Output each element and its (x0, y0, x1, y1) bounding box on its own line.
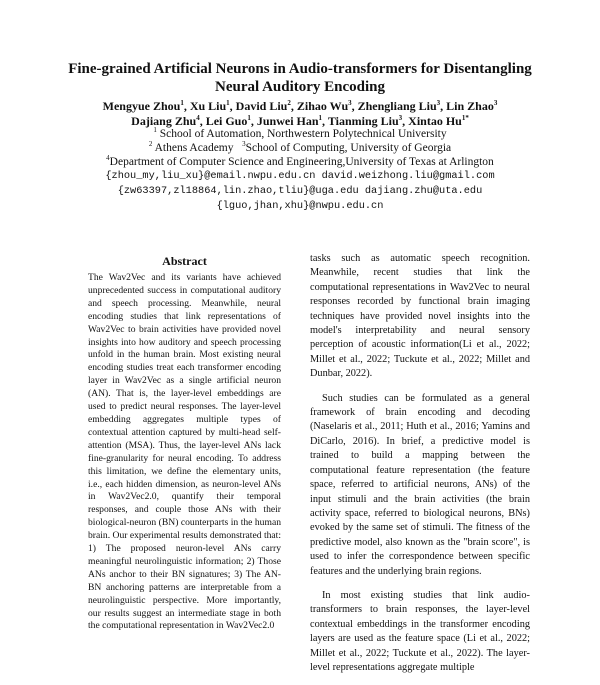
author: Zihao Wu$^3$, (296, 99, 358, 113)
author: David Liu$^2$, (235, 99, 297, 113)
email-line-1: {zhou_my,liu_xu}@email.nwpu.edu.cn david.weizhong.liu@gmail.com (105, 170, 495, 182)
affiliation-2-3: $^2$ Athens Academy $^3$School of Computing, University of Georgia (148, 140, 452, 154)
author: Xintao $Hu^{1*}$ (408, 113, 469, 128)
author: Xu Liu$^1$, (189, 99, 236, 113)
author: Lin Zhao$^3$ (446, 99, 498, 113)
affiliation-1: $^1$ School of Automation, Northwestern Polytechnical University (153, 126, 447, 140)
author: Zhengliang Liu$^3$, (357, 99, 447, 113)
paper-title: Fine-grained Artificial Neurons in Audio-transformers for Disentangling Neural Auditory Encoding (68, 61, 532, 95)
intro-column (310, 252, 530, 685)
abstract-text: The Wav2Vec and its variants have achieved unprecedented success in computational auditory and speech processing. Meanwhile, neural encoding studies that link representations of Wav2Vec to brain activities have provided novel insights into how auditory and speech processing unfold in the human brain. Most existing neural encoding studies treat each transformer encoding layer in Wav2Vec as a single artificial neuron (AN). That is, the layer-level embeddings are used to predict neural responses. The layer-level embedding aggregates multiple types of contextual attention captured by multi-head self-attention (MSA). Thus, the layer-level ANs lack fine-granularity for neural encoding. To address this limitation, we define the elementary units, i.e., each hidden dimension, as neuron-level ANs in Wav2Vec2.0, quantify their temporal responses, and couple those ANs with their biological-neuron (BN) counterparts in the human brain. Our experimental results demonstrated that: 1) The proposed neuron-level ANs carry meaningful neurolinguistic information; 2) Those ANs anchor to their BN signatures; 3) The AN-BN anchoring patterns are interpretable from a neurolinguistic perspective. More importantly, our results suggest an intermediate stage in both the computational representation in Wav2Vec2.0 (88, 272, 281, 632)
paragraph: Such studies can be formulated as a general framework of brain encoding and decoding (Naselaris et al., 2011; Huth et al., 2016; Yamins and DiCarlo, 2016). In brief, a predictive model is trained to build a mapping between the computational feature representation (the feature space, referred to artificial neurons, ANs) of the input stimuli and the brain activities (the brain activity space, referred to biological neurons, BNs) evoked by the same set of stimuli. The fitness of the predictive model, also known as the "brain score", is used to infer the correspondence between specific features and the underlying brain regions. (310, 392, 530, 577)
paragraph: In most existing studies that link audio-transformers to brain responses, the layer-level contextual embeddings in the transformer encoding layers are used as the feature space (Li et al., 2022; Millet et al., 2022; Tuckute et al., 2022). The layer-level representations aggregate multiple (310, 589, 530, 673)
author: Tianming Liu$^3$, (327, 113, 409, 128)
abstract-heading: Abstract (162, 254, 207, 268)
author: Mengyue Zhou$^1$, (102, 99, 190, 113)
email-line-3: {lguo,jhan,xhu}@nwpu.edu.cn (216, 200, 384, 212)
affiliation-4: $^4$Department of Computer Science and Engineering,University of Texas at Arlington (106, 154, 494, 168)
author-list (40, 99, 560, 128)
paragraph: tasks such as automatic speech recognition. Meanwhile, recent studies that link the computational representations in Wav2Vec to neural responses recorded by functional brain imaging techniques have provided novel insights into the model's interpretability and neural sensory perception of acoustic information(Li et al., 2022; Millet et al., 2022; Tuckute et al., 2022; Millet and Dunbar, 2022). (310, 253, 530, 380)
author: Dajiang Zhu$^4$, (131, 113, 206, 128)
author: Lei Guo$^1$, (205, 113, 257, 128)
email-line-2: {zw63397,zl18864,lin.zhao,tliu}@uga.edu dajiang.zhu@uta.edu (117, 185, 483, 197)
author: Junwei Han$^1$, (256, 113, 328, 128)
